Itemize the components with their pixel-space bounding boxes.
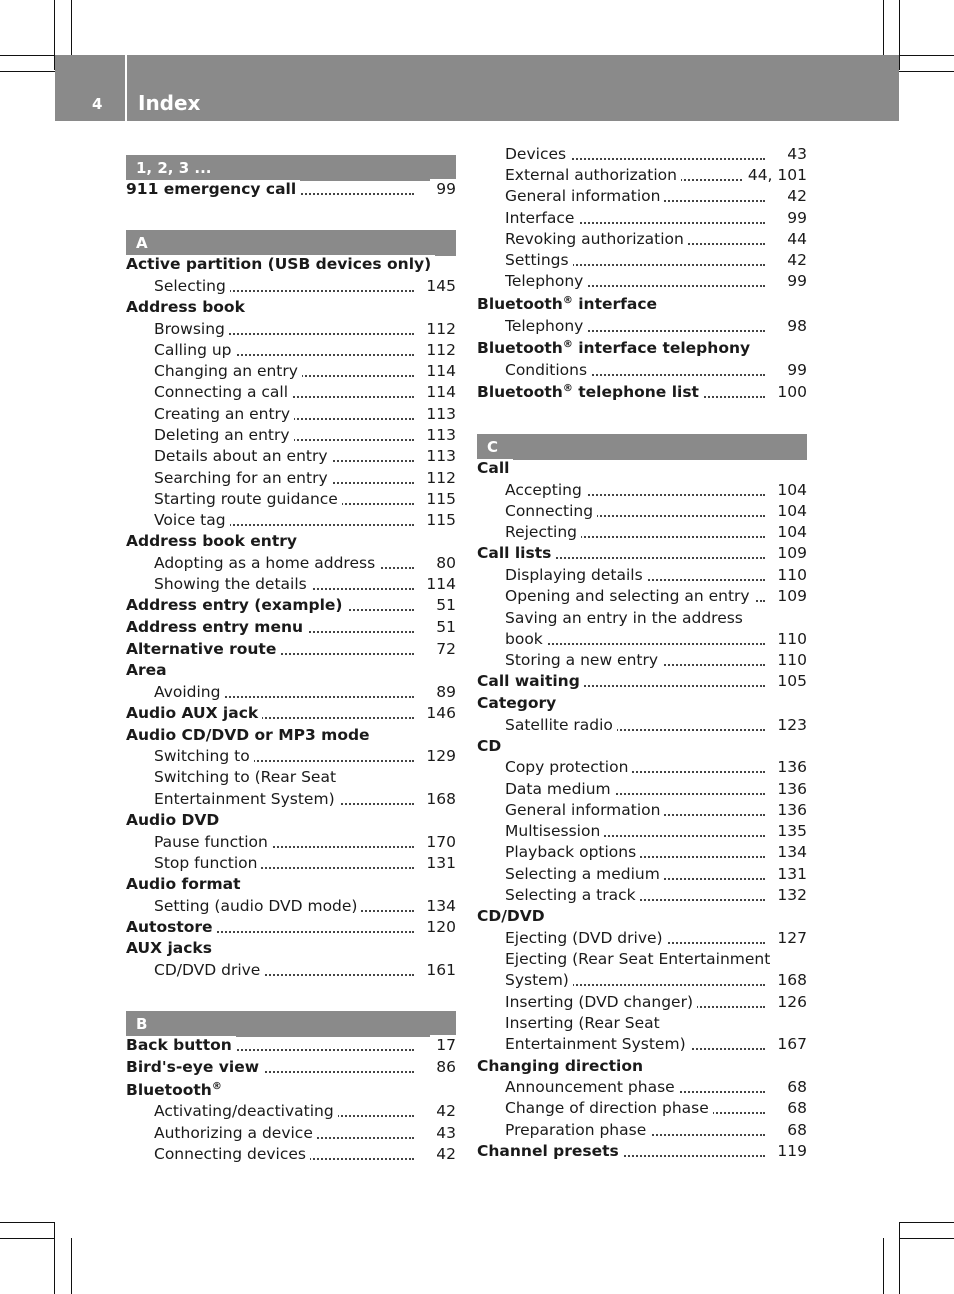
crop-mark bbox=[899, 1222, 900, 1294]
entry-label: Multisession bbox=[505, 822, 604, 840]
entry-label: CD bbox=[477, 737, 505, 755]
index-subentry[interactable] bbox=[477, 715, 807, 736]
index-entry[interactable] bbox=[126, 595, 456, 616]
page-reference[interactable]: 43 bbox=[781, 144, 807, 165]
index-subentry[interactable] bbox=[477, 842, 807, 863]
entry-label: Displaying details bbox=[505, 566, 647, 584]
page-reference[interactable]: 99 bbox=[430, 179, 456, 200]
index-subentry[interactable] bbox=[477, 1034, 807, 1055]
entry-label: Authorizing a device bbox=[154, 1124, 317, 1142]
page-reference[interactable]: 110 bbox=[771, 565, 807, 586]
index-subentry[interactable] bbox=[477, 229, 807, 250]
crop-mark bbox=[0, 55, 55, 56]
page-reference[interactable]: 98 bbox=[781, 316, 807, 337]
index-subentry[interactable] bbox=[126, 553, 456, 574]
entry-label: Selecting bbox=[154, 277, 230, 295]
entry-label: Accepting bbox=[505, 481, 586, 499]
index-subentry[interactable] bbox=[477, 800, 807, 821]
index-subentry[interactable] bbox=[477, 165, 807, 186]
entry-label: Pause function bbox=[154, 833, 272, 851]
page-reference[interactable]: 44, 101 bbox=[742, 165, 807, 186]
crop-mark bbox=[0, 1222, 55, 1223]
entry-label: Revoking authorization bbox=[505, 230, 688, 248]
index-entry[interactable] bbox=[477, 338, 807, 359]
entry-label: Opening and selecting an entry bbox=[505, 587, 754, 605]
entry-label: Showing the details bbox=[154, 575, 311, 593]
index-entry[interactable] bbox=[126, 917, 456, 938]
entry-label: Starting route guidance bbox=[154, 490, 342, 508]
index-subentry[interactable] bbox=[126, 446, 456, 467]
page-reference[interactable]: 168 bbox=[771, 970, 807, 991]
entry-label: Selecting a medium bbox=[505, 865, 664, 883]
index-subentry[interactable] bbox=[126, 425, 456, 446]
index-subentry[interactable] bbox=[477, 271, 807, 292]
page-reference[interactable]: 43 bbox=[430, 1123, 456, 1144]
page-reference[interactable]: 119 bbox=[771, 1141, 807, 1162]
page-reference[interactable]: 126 bbox=[771, 992, 807, 1013]
entry-label: System) bbox=[505, 971, 573, 989]
page-reference[interactable]: 42 bbox=[430, 1144, 456, 1165]
page-reference[interactable]: 113 bbox=[420, 425, 456, 446]
entry-label: Data medium bbox=[505, 780, 615, 798]
index-subentry[interactable] bbox=[477, 586, 807, 607]
index-entry[interactable] bbox=[126, 1080, 456, 1101]
entry-label: Audio AUX jack bbox=[126, 704, 262, 722]
crop-mark bbox=[0, 71, 55, 72]
crop-mark bbox=[54, 1222, 55, 1294]
index-subentry[interactable] bbox=[477, 949, 807, 970]
page-reference[interactable]: 105 bbox=[771, 671, 807, 692]
index-subentry[interactable] bbox=[477, 1077, 807, 1098]
page-reference[interactable]: 17 bbox=[430, 1035, 456, 1056]
entry-label: Connecting bbox=[505, 502, 597, 520]
page-reference[interactable]: 86 bbox=[430, 1057, 456, 1078]
section-letter: 1, 2, 3 ... bbox=[136, 159, 212, 177]
index-entry[interactable] bbox=[126, 617, 456, 638]
index-subentry[interactable] bbox=[477, 629, 807, 650]
section-letter: B bbox=[136, 1015, 148, 1033]
page-reference[interactable]: 113 bbox=[420, 404, 456, 425]
entry-label: Adopting as a home address bbox=[154, 554, 379, 572]
page-reference[interactable]: 51 bbox=[430, 595, 456, 616]
index-subentry[interactable] bbox=[477, 144, 807, 165]
entry-label: CD/DVD bbox=[477, 907, 549, 925]
crop-mark bbox=[71, 1238, 72, 1294]
index-subentry[interactable] bbox=[126, 319, 456, 340]
index-subentry[interactable] bbox=[126, 489, 456, 510]
crop-mark bbox=[883, 1238, 884, 1294]
index-subentry[interactable] bbox=[126, 1101, 456, 1122]
entry-label: Switching to bbox=[154, 747, 254, 765]
entry-label: Call waiting bbox=[477, 672, 584, 690]
index-entry[interactable] bbox=[477, 458, 807, 479]
entry-label: Entertainment System) bbox=[505, 1035, 690, 1053]
entry-label: Address entry (example) bbox=[126, 596, 347, 614]
index-subentry[interactable] bbox=[126, 789, 456, 810]
entry-label: Settings bbox=[505, 251, 573, 269]
page-reference[interactable]: 136 bbox=[771, 757, 807, 778]
entry-label: Browsing bbox=[154, 320, 229, 338]
index-entry[interactable] bbox=[477, 294, 807, 315]
index-subentry[interactable] bbox=[477, 779, 807, 800]
index-subentry[interactable] bbox=[477, 522, 807, 543]
page-reference[interactable]: 114 bbox=[420, 382, 456, 403]
entry-label: Selecting a track bbox=[505, 886, 640, 904]
page-reference[interactable]: 72 bbox=[430, 639, 456, 660]
index-entry[interactable] bbox=[126, 639, 456, 660]
entry-label: Bird's-eye view bbox=[126, 1058, 263, 1076]
entry-label: Voice tag bbox=[154, 511, 230, 529]
page-number: 4 bbox=[92, 95, 103, 113]
index-subentry[interactable] bbox=[477, 821, 807, 842]
index-subentry[interactable] bbox=[126, 746, 456, 767]
page-reference[interactable]: 136 bbox=[771, 800, 807, 821]
page-reference[interactable]: 112 bbox=[420, 340, 456, 361]
crop-mark bbox=[71, 0, 72, 55]
index-subentry[interactable] bbox=[477, 885, 807, 906]
page-reference[interactable]: 132 bbox=[771, 885, 807, 906]
entry-label: Saving an entry in the address bbox=[505, 609, 747, 627]
page-reference[interactable]: 89 bbox=[430, 682, 456, 703]
entry-label: Switching to (Rear Seat bbox=[154, 768, 340, 786]
entry-label: Bluetooth® telephone list bbox=[477, 383, 703, 401]
entry-label: Active partition (USB devices only) bbox=[126, 255, 435, 273]
page-reference[interactable]: 135 bbox=[771, 821, 807, 842]
section-letter-header bbox=[126, 230, 456, 256]
page-reference[interactable]: 104 bbox=[771, 501, 807, 522]
index-subentry[interactable] bbox=[477, 757, 807, 778]
entry-label: Playback options bbox=[505, 843, 640, 861]
entry-label: Inserting (Rear Seat bbox=[505, 1014, 664, 1032]
entry-label: Changing direction bbox=[477, 1057, 647, 1075]
entry-label: Telephony bbox=[505, 317, 587, 335]
entry-label: Inserting (DVD changer) bbox=[505, 993, 697, 1011]
entry-label: Rejecting bbox=[505, 523, 581, 541]
page-reference[interactable]: 112 bbox=[420, 319, 456, 340]
entry-label: Creating an entry bbox=[154, 405, 294, 423]
entry-label: Address entry menu bbox=[126, 618, 307, 636]
entry-label: Details about an entry bbox=[154, 447, 332, 465]
entry-label: Preparation phase bbox=[505, 1121, 650, 1139]
index-subentry[interactable] bbox=[126, 404, 456, 425]
page-reference[interactable]: 68 bbox=[781, 1077, 807, 1098]
index-entry[interactable] bbox=[126, 254, 456, 275]
entry-label: Avoiding bbox=[154, 683, 224, 701]
entry-label: Ejecting (Rear Seat Entertainment bbox=[505, 950, 774, 968]
index-subentry[interactable] bbox=[126, 1123, 456, 1144]
index-subentry[interactable] bbox=[477, 992, 807, 1013]
index-subentry[interactable] bbox=[126, 767, 456, 788]
page-reference[interactable]: 110 bbox=[771, 629, 807, 650]
page-reference[interactable]: 115 bbox=[420, 489, 456, 510]
entry-label: Audio format bbox=[126, 875, 245, 893]
page-reference[interactable]: 136 bbox=[771, 779, 807, 800]
entry-label: Searching for an entry bbox=[154, 469, 332, 487]
index-entry[interactable] bbox=[477, 906, 807, 927]
entry-label: Change of direction phase bbox=[505, 1099, 713, 1117]
index-subentry[interactable] bbox=[126, 896, 456, 917]
crop-mark bbox=[0, 1238, 55, 1239]
index-entry[interactable] bbox=[477, 543, 807, 564]
page-reference[interactable]: 167 bbox=[771, 1034, 807, 1055]
page-reference[interactable]: 104 bbox=[771, 480, 807, 501]
index-subentry[interactable] bbox=[477, 480, 807, 501]
entry-label: Satellite radio bbox=[505, 716, 617, 734]
entry-label: Call lists bbox=[477, 544, 555, 562]
page-reference[interactable]: 123 bbox=[771, 715, 807, 736]
entry-label: Activating/deactivating bbox=[154, 1102, 338, 1120]
entry-label: Call bbox=[477, 459, 513, 477]
index-subentry[interactable] bbox=[126, 382, 456, 403]
entry-label: Address book entry bbox=[126, 532, 301, 550]
index-entry[interactable] bbox=[126, 531, 456, 552]
entry-label: Devices bbox=[505, 145, 570, 163]
page-reference[interactable]: 110 bbox=[771, 650, 807, 671]
entry-label: Setting (audio DVD mode) bbox=[154, 897, 361, 915]
entry-label: Back button bbox=[126, 1036, 236, 1054]
page-reference[interactable]: 131 bbox=[420, 853, 456, 874]
index-subentry[interactable] bbox=[477, 928, 807, 949]
entry-label: Address book bbox=[126, 298, 249, 316]
crop-mark bbox=[883, 0, 884, 55]
index-entry[interactable] bbox=[126, 297, 456, 318]
crop-mark bbox=[899, 1222, 954, 1223]
page-reference[interactable]: 129 bbox=[420, 746, 456, 767]
page-reference[interactable]: 100 bbox=[771, 382, 807, 403]
index-subentry[interactable] bbox=[126, 832, 456, 853]
entry-label: 911 emergency call bbox=[126, 180, 300, 198]
section-letter-header bbox=[477, 434, 807, 460]
page-reference[interactable]: 112 bbox=[420, 468, 456, 489]
entry-label: Storing a new entry bbox=[505, 651, 662, 669]
page-reference[interactable]: 114 bbox=[420, 574, 456, 595]
index-subentry[interactable] bbox=[477, 970, 807, 991]
page-reference[interactable]: 113 bbox=[420, 446, 456, 467]
crop-mark bbox=[899, 0, 900, 70]
page-title: Index bbox=[138, 91, 201, 115]
index-subentry[interactable] bbox=[477, 360, 807, 381]
entry-label: Stop function bbox=[154, 854, 261, 872]
page-reference[interactable]: 114 bbox=[420, 361, 456, 382]
page-reference[interactable]: 161 bbox=[420, 960, 456, 981]
index-subentry[interactable] bbox=[477, 186, 807, 207]
entry-label: Bluetooth® bbox=[126, 1081, 226, 1099]
entry-label: Audio DVD bbox=[126, 811, 223, 829]
entry-label: CD/DVD drive bbox=[154, 961, 264, 979]
page-reference[interactable]: 170 bbox=[420, 832, 456, 853]
index-entry[interactable] bbox=[126, 725, 456, 746]
index-subentry[interactable] bbox=[477, 1098, 807, 1119]
index-subentry[interactable] bbox=[477, 608, 807, 629]
index-subentry[interactable] bbox=[477, 208, 807, 229]
header-divider bbox=[125, 55, 127, 121]
index-subentry[interactable] bbox=[126, 574, 456, 595]
entry-label: Connecting a call bbox=[154, 383, 292, 401]
section-letter: A bbox=[136, 234, 148, 252]
entry-label: External authorization bbox=[505, 166, 681, 184]
index-subentry[interactable] bbox=[126, 276, 456, 297]
index-entry[interactable] bbox=[126, 703, 456, 724]
entry-label: General information bbox=[505, 187, 664, 205]
index-subentry[interactable] bbox=[126, 853, 456, 874]
page-reference[interactable]: 51 bbox=[430, 617, 456, 638]
page-reference[interactable]: 109 bbox=[771, 543, 807, 564]
entry-label: General information bbox=[505, 801, 664, 819]
page-reference[interactable]: 127 bbox=[771, 928, 807, 949]
index-entry[interactable] bbox=[477, 1141, 807, 1162]
index-subentry[interactable] bbox=[126, 361, 456, 382]
page-reference[interactable]: 168 bbox=[420, 789, 456, 810]
index-subentry[interactable] bbox=[126, 340, 456, 361]
entry-label: Alternative route bbox=[126, 640, 280, 658]
index-entry[interactable] bbox=[126, 1057, 456, 1078]
entry-label: Conditions bbox=[505, 361, 591, 379]
index-entry[interactable] bbox=[477, 382, 807, 403]
page-reference[interactable]: 146 bbox=[420, 703, 456, 724]
index-subentry[interactable] bbox=[477, 864, 807, 885]
page-reference[interactable]: 99 bbox=[781, 208, 807, 229]
entry-label: Interface bbox=[505, 209, 578, 227]
page-reference[interactable]: 134 bbox=[771, 842, 807, 863]
index-subentry[interactable] bbox=[477, 1013, 807, 1034]
entry-label: book bbox=[505, 630, 547, 648]
index-entry[interactable] bbox=[126, 179, 456, 200]
index-subentry[interactable] bbox=[477, 650, 807, 671]
index-subentry[interactable] bbox=[126, 510, 456, 531]
page-header bbox=[55, 55, 899, 121]
entry-label: Category bbox=[477, 694, 560, 712]
index-entry[interactable] bbox=[126, 810, 456, 831]
entry-label: Calling up bbox=[154, 341, 236, 359]
entry-label: Ejecting (DVD drive) bbox=[505, 929, 667, 947]
index-entry[interactable] bbox=[126, 1035, 456, 1056]
index-entry[interactable] bbox=[126, 938, 456, 959]
page-reference[interactable]: 145 bbox=[420, 276, 456, 297]
index-entry[interactable] bbox=[477, 693, 807, 714]
index-entry[interactable] bbox=[126, 874, 456, 895]
section-letter-header bbox=[126, 155, 456, 181]
crop-mark bbox=[899, 55, 954, 56]
index-subentry[interactable] bbox=[477, 1120, 807, 1141]
entry-label: Autostore bbox=[126, 918, 217, 936]
page-reference[interactable]: 134 bbox=[420, 896, 456, 917]
entry-label: Channel presets bbox=[477, 1142, 623, 1160]
index-subentry[interactable] bbox=[477, 565, 807, 586]
page-reference[interactable]: 80 bbox=[430, 553, 456, 574]
entry-label: Entertainment System) bbox=[154, 790, 339, 808]
section-letter-header bbox=[126, 1011, 456, 1037]
entry-label: Bluetooth® interface bbox=[477, 295, 661, 313]
entry-label: Announcement phase bbox=[505, 1078, 679, 1096]
section-letter: C bbox=[487, 438, 499, 456]
index-entry[interactable] bbox=[126, 660, 456, 681]
page-reference[interactable]: 99 bbox=[781, 360, 807, 381]
page-reference[interactable]: 42 bbox=[430, 1101, 456, 1122]
crop-mark bbox=[899, 1238, 954, 1239]
page-reference[interactable]: 131 bbox=[771, 864, 807, 885]
index-subentry[interactable] bbox=[126, 468, 456, 489]
index-entry[interactable] bbox=[477, 736, 807, 757]
entry-label: Changing an entry bbox=[154, 362, 302, 380]
index-subentry[interactable] bbox=[126, 960, 456, 981]
entry-label: Area bbox=[126, 661, 171, 679]
index-subentry[interactable] bbox=[477, 316, 807, 337]
entry-label: Bluetooth® interface telephony bbox=[477, 339, 754, 357]
entry-label: Connecting devices bbox=[154, 1145, 310, 1163]
entry-label: Telephony bbox=[505, 272, 587, 290]
page-reference[interactable]: 104 bbox=[771, 522, 807, 543]
entry-label: Copy protection bbox=[505, 758, 632, 776]
crop-mark bbox=[899, 71, 954, 72]
page-reference[interactable]: 68 bbox=[781, 1120, 807, 1141]
page-reference[interactable]: 99 bbox=[781, 271, 807, 292]
index-entry[interactable] bbox=[477, 1056, 807, 1077]
index-subentry[interactable] bbox=[477, 501, 807, 522]
index-subentry[interactable] bbox=[126, 682, 456, 703]
index-subentry[interactable] bbox=[477, 250, 807, 271]
entry-label: AUX jacks bbox=[126, 939, 216, 957]
page-reference[interactable]: 44 bbox=[781, 229, 807, 250]
page-reference[interactable]: 120 bbox=[420, 917, 456, 938]
entry-label: Audio CD/DVD or MP3 mode bbox=[126, 726, 374, 744]
index-entry[interactable] bbox=[477, 671, 807, 692]
page-reference[interactable]: 42 bbox=[781, 186, 807, 207]
page-reference[interactable]: 42 bbox=[781, 250, 807, 271]
index-subentry[interactable] bbox=[126, 1144, 456, 1165]
page-reference[interactable]: 109 bbox=[771, 586, 807, 607]
page-reference[interactable]: 115 bbox=[420, 510, 456, 531]
entry-label: Deleting an entry bbox=[154, 426, 294, 444]
page-reference[interactable]: 68 bbox=[781, 1098, 807, 1119]
